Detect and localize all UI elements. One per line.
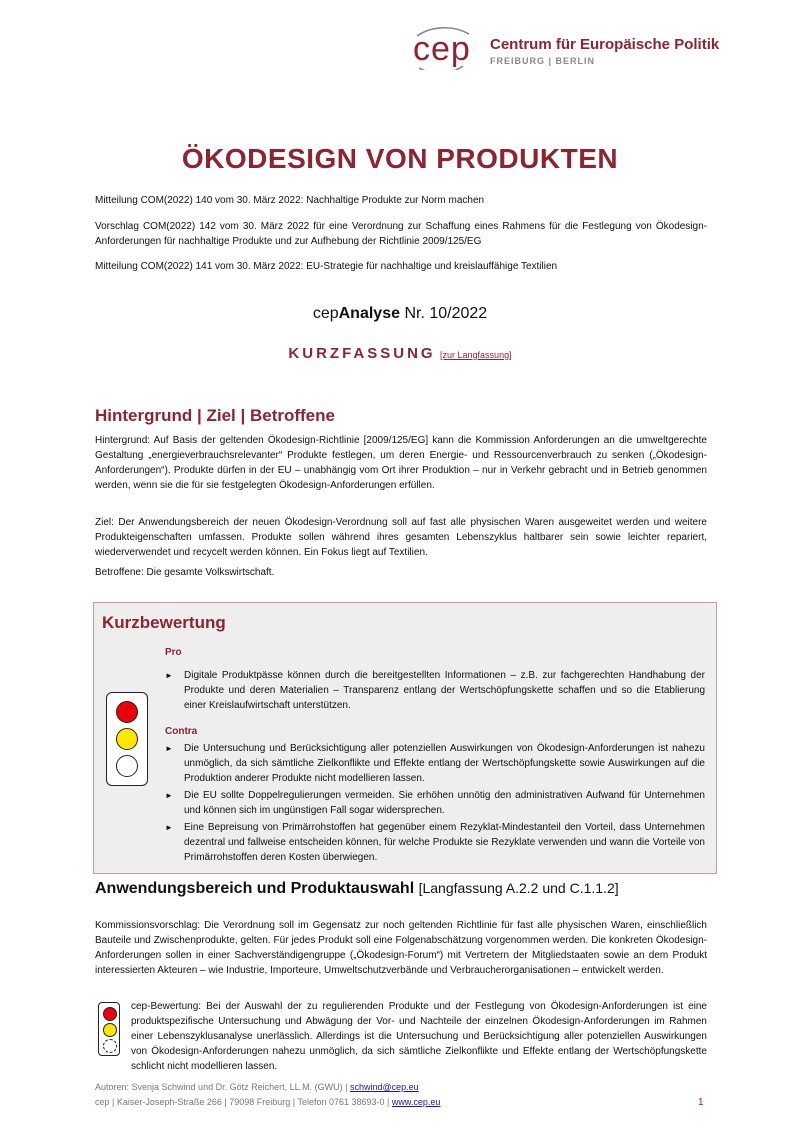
langfassung-link[interactable]: [zur Langfassung] <box>440 350 512 360</box>
list-item: ► Die Untersuchung und Berücksichtigung aller potenziellen Auswirkungen von Ökodesign-Anforderungen ist nahezu unmöglich, da sich sämtliche Zielkonflikte und Effekte entlang der Wertschöpfungskette sowie Auswirkungen auf die Produktion anderer Produkte nicht modellieren lassen. <box>165 743 705 784</box>
section-heading-ref: [Langfassung A.2.2 und C.1.1.2] <box>418 880 619 896</box>
website-link[interactable]: www.cep.eu <box>391 1097 441 1107</box>
page-number: 1 <box>698 1097 704 1108</box>
red-light-icon <box>103 1007 117 1021</box>
paragraph-kommissionsvorschlag: Kommissionsvorschlag: Die Verordnung soll im Gegensatz zur noch geltenden Richtlinie für fast alle physischen Waren, einschließlich Bauteile und Zwischenprodukte, gelten. Für jedes Produkt soll eine Folgenabschätzung vorgenommen werden. Die konkreten Ökodesign-Anforderungen sollen in einer Sachverständigengruppe („Ökodesign-Forum“) mit Vertretern der Mitgliedstaaten sowie an dem Produkt interessierten Akteuren – wie Industrie, Importeure, Umweltschutzverbände und Verbraucherorganisationen – entwickelt werden. <box>95 920 707 976</box>
author-email-link[interactable]: schwind@cep.eu <box>349 1082 419 1092</box>
bullet-arrow-icon: ► <box>165 823 173 832</box>
analysis-number <box>0 305 800 323</box>
org-name: Centrum für Europäische Politik <box>490 36 720 53</box>
red-light-icon <box>116 701 138 723</box>
pro-label: Pro <box>165 647 182 658</box>
reference-2: Vorschlag COM(2022) 142 vom 30. März 2022 für eine Verordnung zur Schaffung eines Rahmens für die Festlegung von Ökodesign-Anforderungen für nachhaltige Produkte und zur Aufhebung der Richtlinie 2009/125/EG <box>95 221 707 247</box>
analysis-bold: Analyse <box>338 305 400 322</box>
bullet-arrow-icon: ► <box>165 671 173 680</box>
kurzbewertung-heading: Kurzbewertung <box>102 613 226 632</box>
reference-1: Mitteilung COM(2022) 140 vom 30. März 2022: Nachhaltige Produkte zur Norm machen <box>95 195 485 206</box>
list-item: ► Die EU sollte Doppelregulierungen vermeiden. Sie erhöhen unnötig den administrativen Aufwand für Unternehmen und können sich im ungünstigen Fall sogar widersprechen. <box>165 790 705 816</box>
list-item: ► Digitale Produktpässe können durch die bereitgestellten Informationen – z.B. zur fachgerechten Handhabung der Produkte und deren Materialien – Transparenz entlang der Wertschöpfungskette schaffen und so die Etablierung einer Kreislaufwirtschaft unterstützen. <box>165 670 705 711</box>
traffic-light <box>106 692 148 786</box>
off-light-icon <box>116 755 138 777</box>
kurzfassung-heading: KURZFASSUNG <box>288 345 436 362</box>
section-heading-text: Anwendungsbereich und Produktauswahl <box>95 880 415 897</box>
section-heading-anwendungsbereich <box>95 880 619 898</box>
contra-label: Contra <box>165 726 198 737</box>
traffic-light-small <box>98 1002 120 1056</box>
analysis-rest: Nr. 10/2022 <box>400 305 488 322</box>
page-title: ÖKODESIGN VON PRODUKTEN <box>181 143 619 174</box>
footer-authors: Autoren: Svenja Schwind und Dr. Götz Reichert, LL.M. (GWU) | schwind@cep.eu <box>95 1082 419 1092</box>
bullet-arrow-icon: ► <box>165 791 173 800</box>
kurzfassung-row <box>0 345 800 363</box>
list-item: ► Eine Bepreisung von Primärrohstoffen hat gegenüber einem Rezyklat-Mindestanteil den Vorteil, dass Unternehmen dezentral und fallweise entscheiden können, für welche Produkte sie Rezyklate verwenden und wann die Vorteile von Primärrohstoffen deren Kosten überwiegen. <box>165 822 705 863</box>
org-cities: FREIBURG | BERLIN <box>490 56 596 66</box>
paragraph-ziel: Ziel: Der Anwendungsbereich der neuen Ökodesign-Verordnung soll auf fast alle physischen Waren ausgeweitet werden und weitere Produkteigenschaften umfassen. Produkte sollen während ihres gesamten Lebenszyklus haltbarer sein sowie leichter repariert, wiederverwendet und recycelt werden können. Ein Fokus liegt auf Textilien. <box>95 517 707 558</box>
bullet-arrow-icon: ► <box>165 744 173 753</box>
paragraph-hintergrund: Hintergrund: Auf Basis der geltenden Ökodesign-Richtlinie [2009/125/EG] kann die Kommission Anforderungen an die umweltgerechte Gestaltung „energieverbrauchsrelevanter“ Produkte festlegen, um deren Energie- und Ressourcenverbrauch zu senken („Ökodesign-Anforderungen“). Produkte dürfen in der EU – unabhängig vom Ort ihrer Produktion – nur in Verkehr gebracht und in Betrieb genommen werden, wenn sie die für sie festgelegten Ökodesign-Anforderungen erfüllen. <box>95 435 707 491</box>
logo-text: cep <box>413 30 471 68</box>
footer-address: cep | Kaiser-Joseph-Straße 266 | 79098 Freiburg | Telefon 0761 38693-0 | www.cep.eu <box>95 1097 441 1107</box>
off-light-icon <box>103 1039 117 1053</box>
analysis-prefix: cep <box>312 305 339 322</box>
cep-logo <box>407 22 487 70</box>
paragraph-betroffene: Betroffene: Die gesamte Volkswirtschaft. <box>95 567 275 578</box>
yellow-light-icon <box>103 1023 117 1037</box>
section-heading-hintergrund: Hintergrund | Ziel | Betroffene <box>95 406 335 425</box>
paragraph-cep-bewertung: cep-Bewertung: Bei der Auswahl der zu regulierenden Produkte und der Festlegung von Ökodesign-Anforderungen ist eine produktspezifische Untersuchung und Abwägung der Vor- und Nachteile der einzelnen Ökodesign-Anforderungen im Rahmen einer Lebenszyklusanalyse unerlässlich. Allerdings ist die Untersuchung und Berücksichtigung aller potenziellen Auswirkungen von Ökodesign-Anforderungen nahezu unmöglich, da sich sämtliche Zielkonflikte und Effekte entlang der Wertschöpfungskette schlicht nicht modellieren lassen. <box>131 1001 707 1072</box>
yellow-light-icon <box>116 728 138 750</box>
reference-3: Mitteilung COM(2022) 141 vom 30. März 2022: EU-Strategie für nachhaltige und kreislauffähige Textilien <box>95 261 558 272</box>
